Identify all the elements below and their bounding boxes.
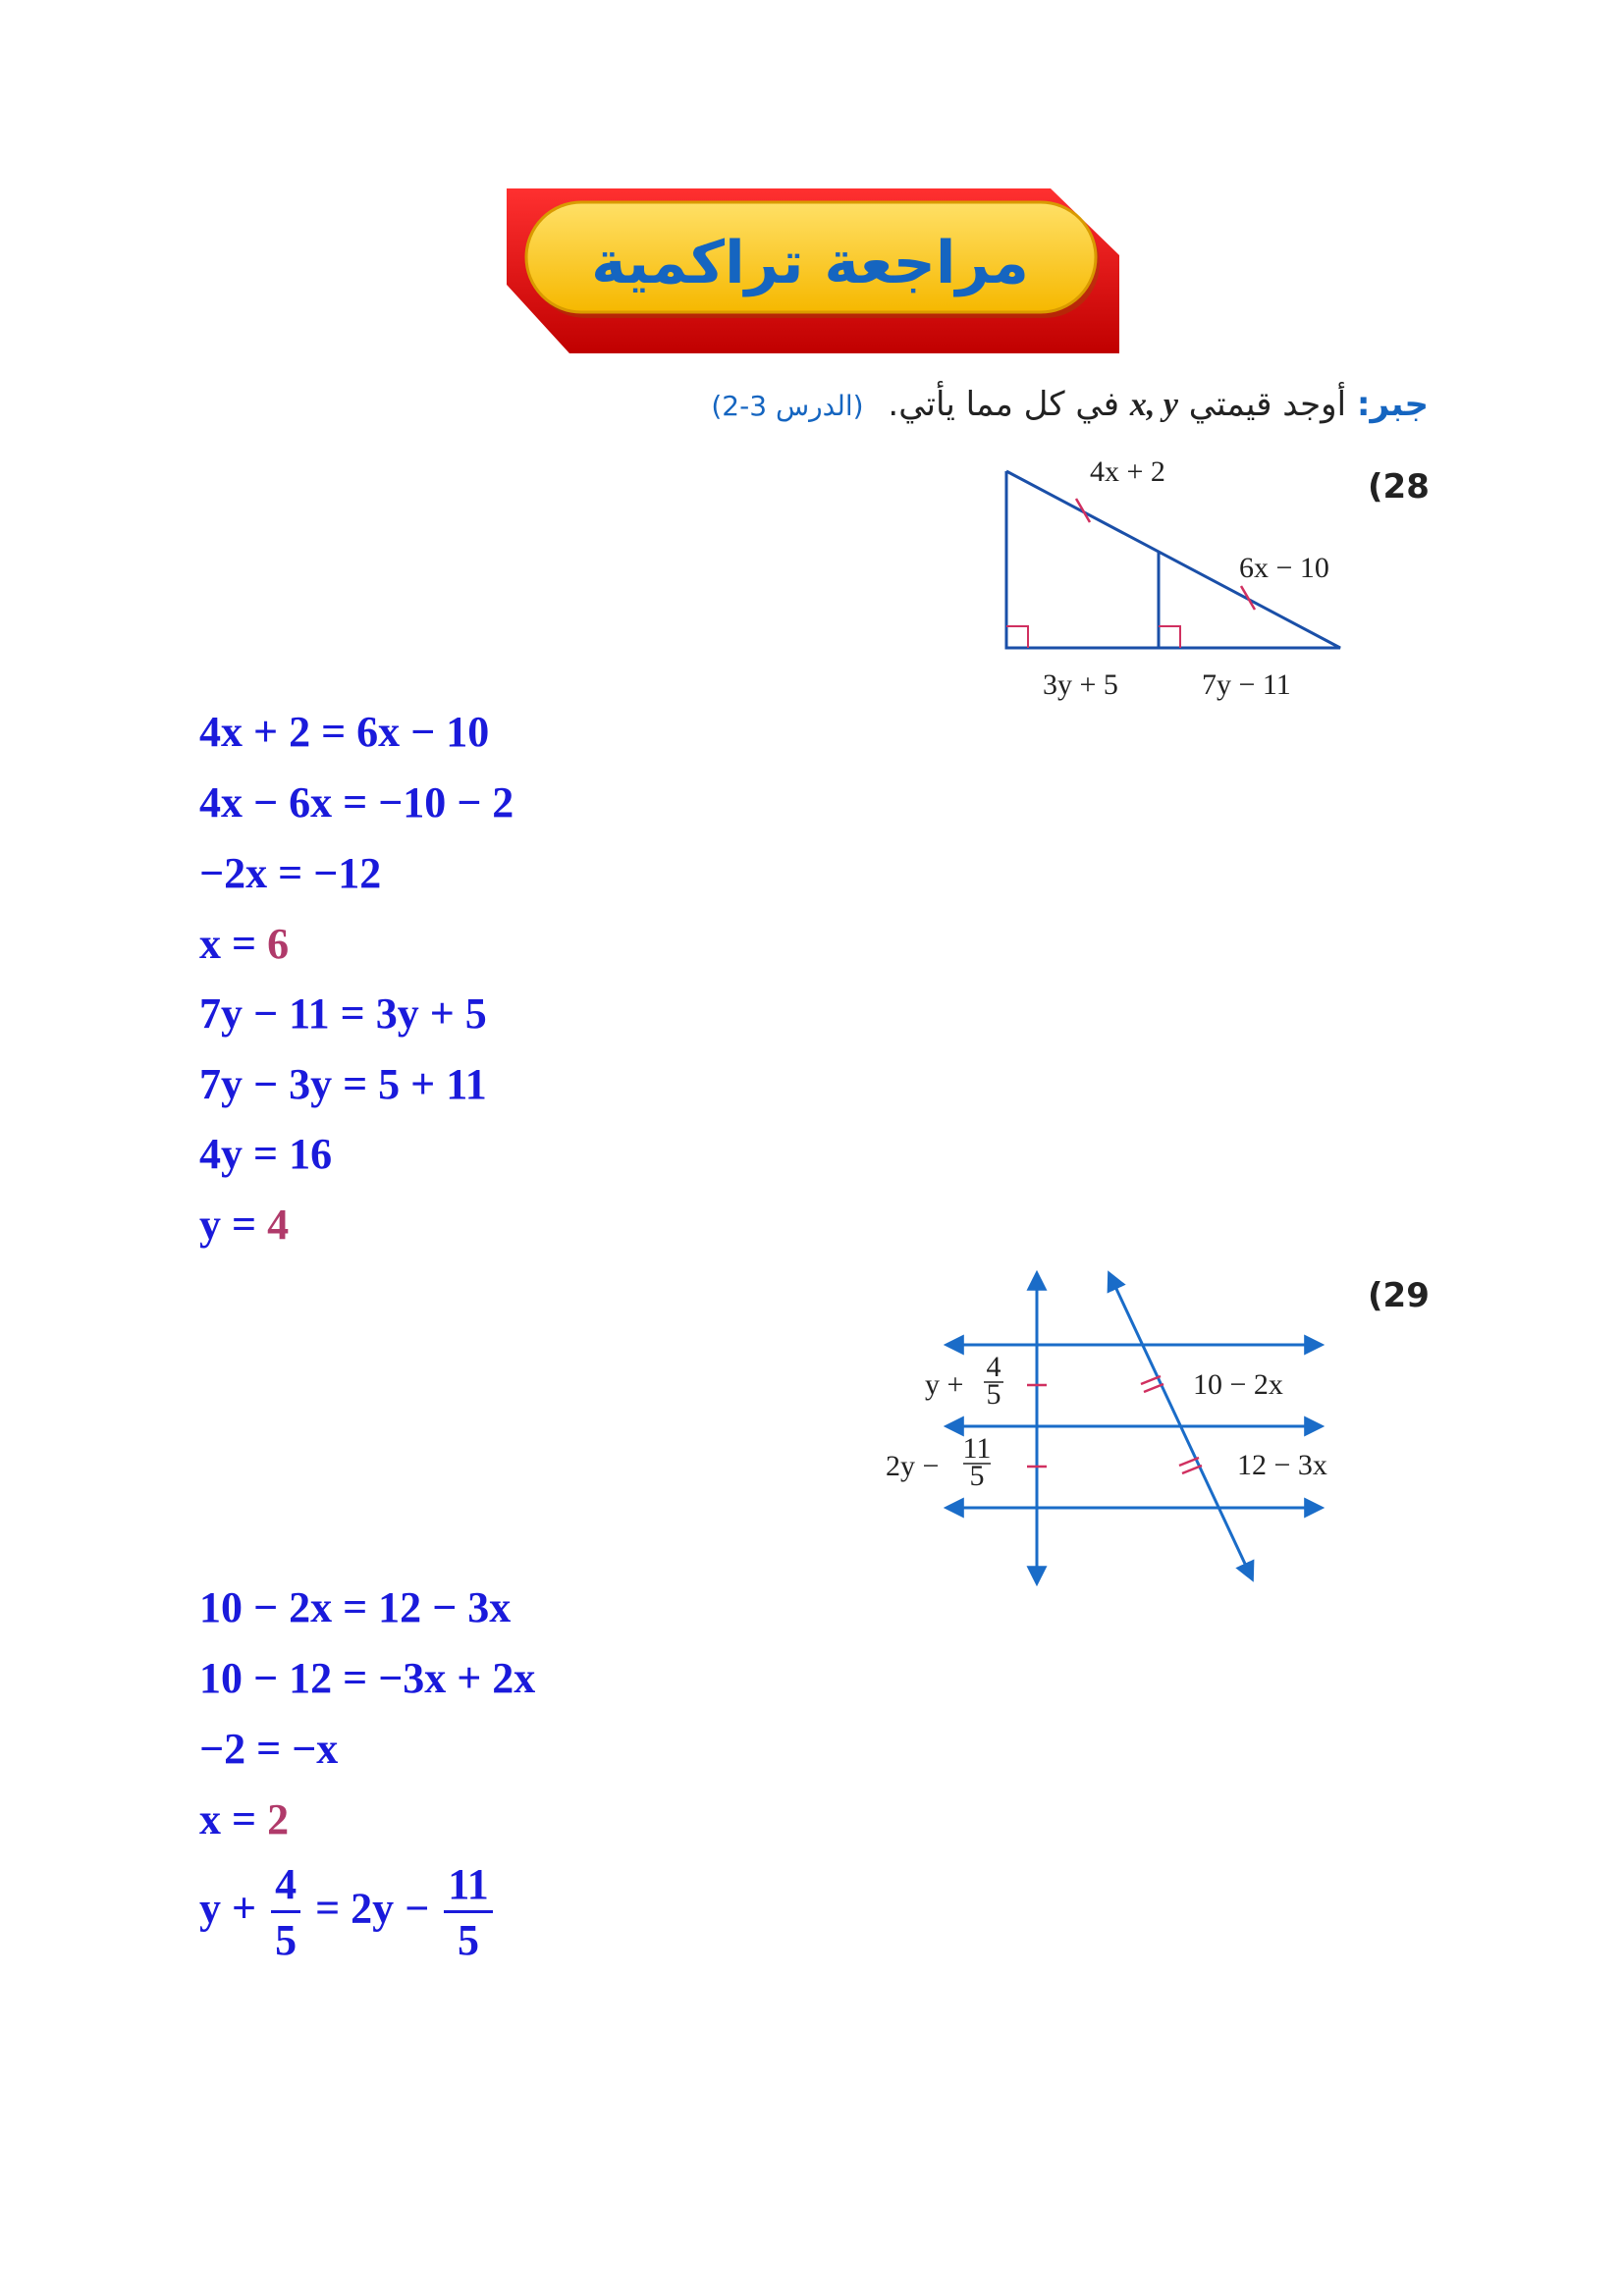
solution-x-answer-28 [199, 919, 289, 969]
label-left-upper-den: 5 [986, 1378, 1001, 1411]
solution-y-answer-28 [199, 1200, 289, 1250]
answer-lhs: x = [199, 1795, 268, 1843]
solution-x-answer-29 [199, 1794, 289, 1844]
solution-y-equation-29 [199, 1860, 497, 1964]
solution-line: 4y = 16 [199, 1130, 333, 1178]
lesson-reference: (الدرس 3-2) [711, 390, 864, 422]
label-left-lower-num: 11 [962, 1432, 992, 1465]
fraction-eleven-fifths [444, 1860, 493, 1964]
answer-lhs: y = [199, 1201, 268, 1249]
answer-value: 2 [267, 1795, 290, 1843]
fraction-denominator: 5 [458, 1916, 480, 1964]
problem-number-29: (29 [1368, 1276, 1430, 1315]
instruction-text-after: في كل مما يأتي. [888, 385, 1120, 424]
solution-line: 4x + 2 = 6x − 10 [199, 708, 490, 756]
solution-line: 4x − 6x = −10 − 2 [199, 778, 514, 827]
solution-line: −2x = −12 [199, 849, 382, 897]
label-base-left: 3y + 5 [1043, 668, 1118, 701]
fraction-denominator: 5 [275, 1916, 298, 1964]
answer-lhs: x = [199, 920, 268, 968]
solution-line: 10 − 12 = −3x + 2x [199, 1654, 536, 1702]
parallel-lines-figure [864, 1266, 1355, 1590]
label-left-upper-num: 4 [986, 1351, 1001, 1383]
instruction-text-before: أوجد قيمتي [1188, 385, 1347, 424]
label-left-upper-prefix: y + [925, 1368, 964, 1401]
title-banner [501, 187, 1119, 353]
instruction-variables: x, y [1129, 387, 1178, 423]
problem-number-28: (28 [1368, 467, 1430, 507]
solution-line: 10 − 2x = 12 − 3x [199, 1583, 512, 1631]
double-tick-lower [1182, 1466, 1202, 1473]
answer-value: 4 [267, 1201, 290, 1249]
double-tick-upper [1144, 1384, 1163, 1392]
solution-line: 7y − 3y = 5 + 11 [199, 1060, 487, 1108]
label-right-lower: 12 − 3x [1237, 1449, 1327, 1481]
right-angle-marker-left [1006, 626, 1028, 648]
equation-middle: = 2y − [315, 1884, 430, 1933]
label-left-lower-den: 5 [969, 1460, 985, 1492]
equation-lhs: y + [199, 1884, 257, 1933]
right-angle-marker-mid [1159, 626, 1180, 648]
label-base-right: 7y − 11 [1202, 668, 1291, 701]
label-bottom-segment: 6x − 10 [1239, 552, 1329, 584]
answer-value: 6 [267, 920, 290, 968]
instruction-label: جبر: [1356, 385, 1429, 424]
instruction-line [565, 385, 1429, 440]
solution-line: 7y − 11 = 3y + 5 [199, 989, 487, 1038]
fraction-numerator: 4 [271, 1863, 300, 1913]
label-top-segment: 4x + 2 [1090, 455, 1165, 488]
label-right-upper: 10 − 2x [1193, 1368, 1283, 1401]
page-title: مراجعة تراكمية [591, 228, 1029, 297]
fraction-four-fifths [271, 1860, 300, 1964]
label-left-lower-prefix: 2y − [886, 1450, 940, 1482]
fraction-numerator: 11 [444, 1863, 493, 1913]
triangle-figure [982, 452, 1375, 707]
solution-line: −2 = −x [199, 1725, 339, 1773]
